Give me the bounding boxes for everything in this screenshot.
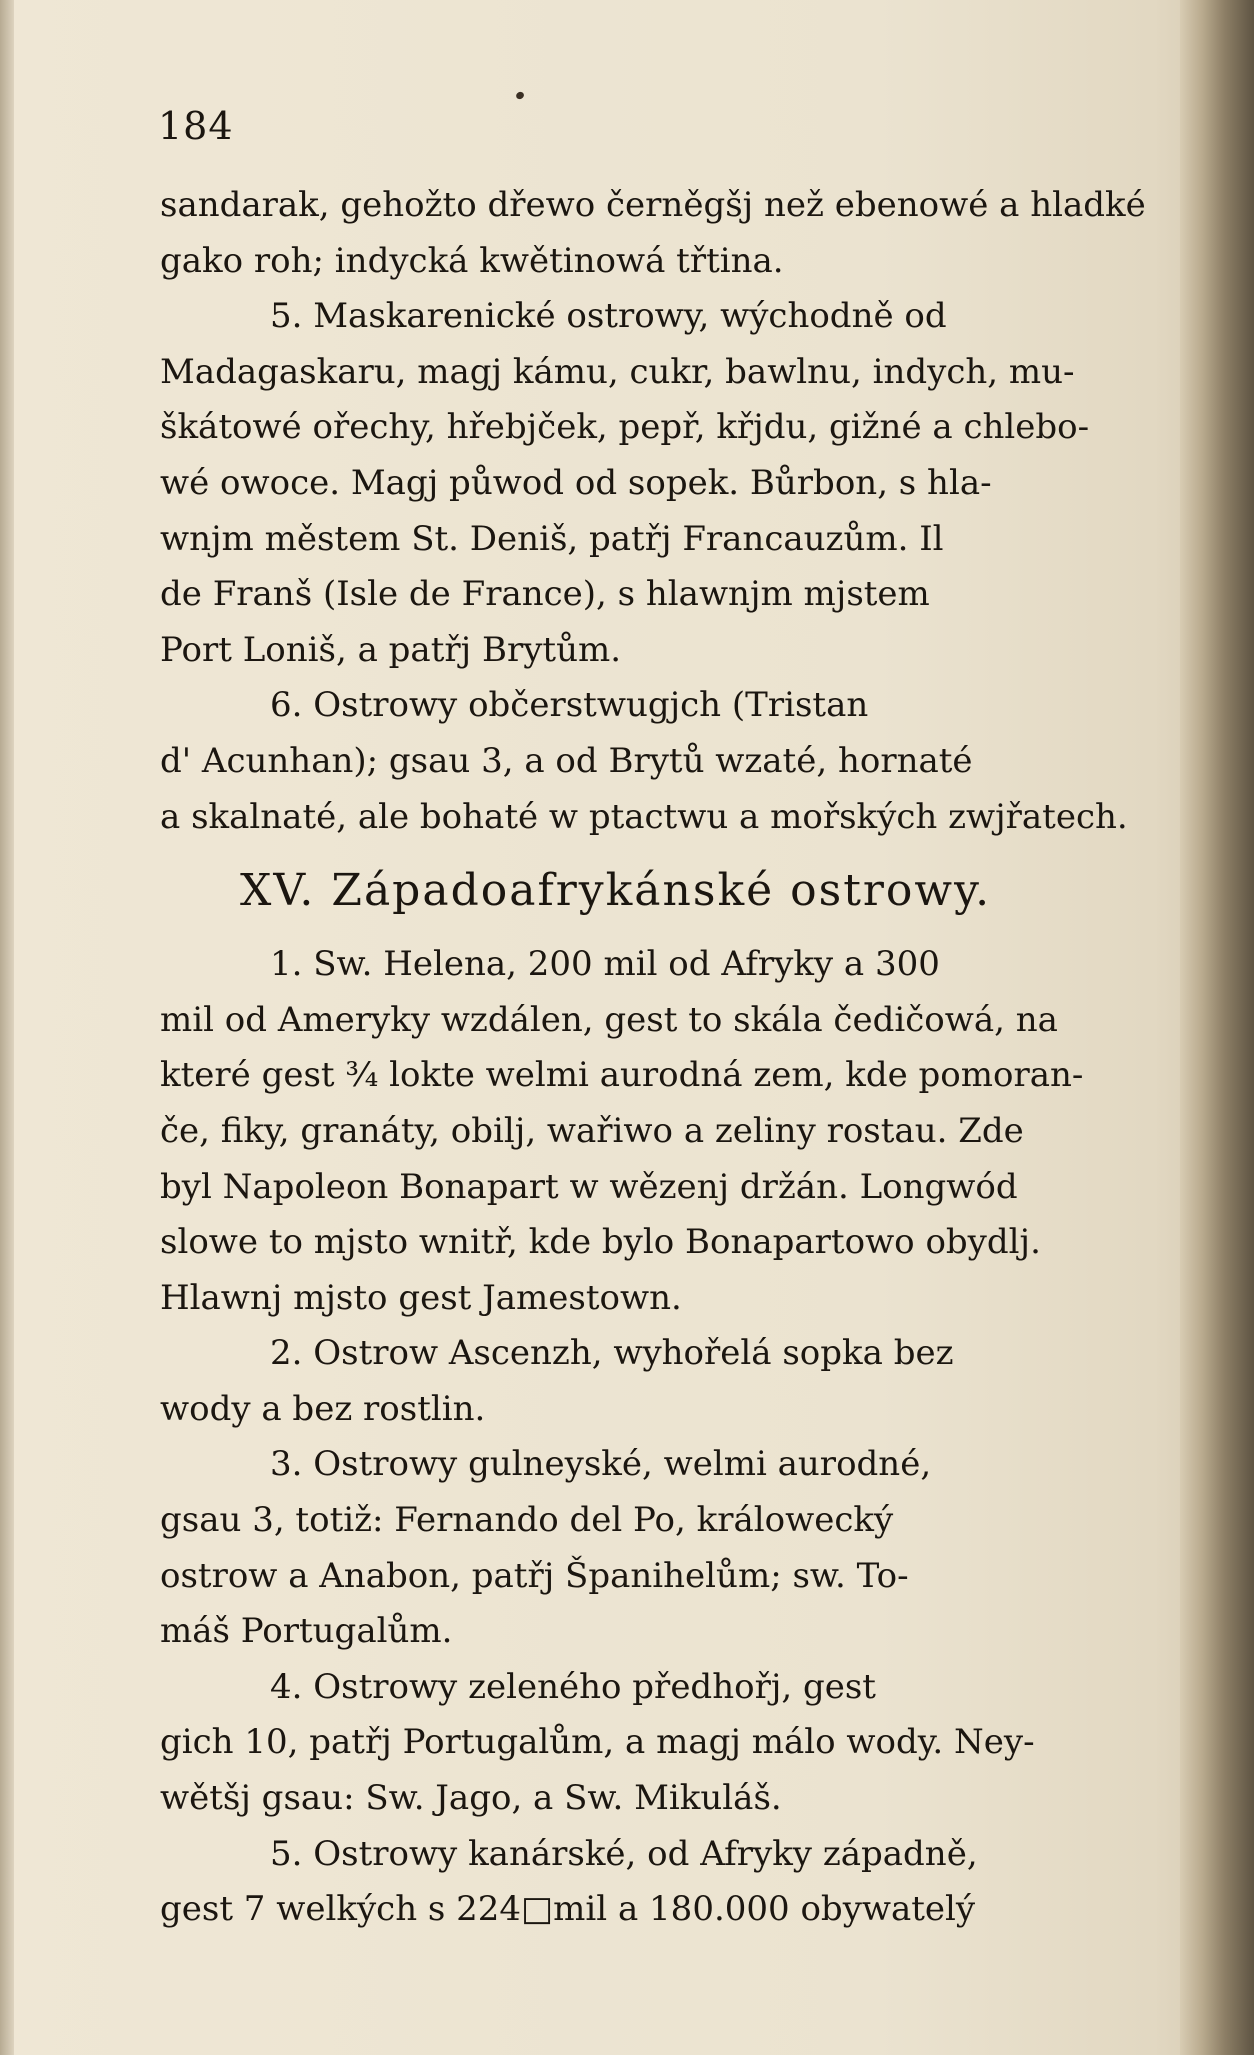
- page-number: 184: [158, 104, 234, 148]
- text-line: které gest ¾ lokte welmi aurodná zem, kde pomoran-: [160, 1055, 1084, 1096]
- text-line: mil od Ameryky wzdálen, gest to skála čedičowá, na: [160, 999, 1058, 1040]
- page-left-edge: [0, 0, 14, 2055]
- text-line: 2. Ostrow Ascenzh, wyhořelá sopka bez: [270, 1333, 954, 1374]
- text-line: če, fiky, granáty, obilj, wařiwo a zeliny rostau. Zde: [160, 1110, 1024, 1151]
- text-line: slowe to mjsto wnitř, kde bylo Bonapartowo obydlj.: [160, 1222, 1041, 1263]
- ink-mark: [515, 90, 525, 100]
- text-line: Madagaskaru, magj kámu, cukr, bawlnu, indych, mu-: [160, 351, 1075, 392]
- text-line: wody a bez rostlin.: [160, 1388, 486, 1429]
- section-heading: XV. Západoafrykánské ostrowy.: [240, 865, 992, 917]
- text-line: 5. Maskarenické ostrowy, wýchodně od: [270, 296, 947, 337]
- text-line: gich 10, patřj Portugalům, a magj málo wody. Ney-: [160, 1722, 1035, 1763]
- text-line: 4. Ostrowy zeleného předhořj, gest: [270, 1666, 876, 1707]
- text-line: ostrow a Anabon, patřj Španihelům; sw. To-: [160, 1555, 909, 1596]
- text-line: 1. Sw. Helena, 200 mil od Afryky a 300: [270, 944, 940, 985]
- text-line: gest 7 welkých s 224□mil a 180.000 obywatelý: [160, 1889, 976, 1930]
- text-line: 5. Ostrowy kanárské, od Afryky západně,: [270, 1833, 978, 1874]
- text-line: sandarak, gehožto dřewo černěgšj než ebenowé a hladké: [160, 185, 1146, 225]
- text-line: máš Portugalům.: [160, 1611, 453, 1652]
- text-line: byl Napoleon Bonapart w wězenj držán. Longwód: [160, 1166, 1018, 1207]
- text-line: wé owoce. Magj půwod od sopek. Bůrbon, s hla-: [160, 462, 992, 503]
- text-line: Hlawnj mjsto gest Jamestown.: [160, 1277, 682, 1318]
- text-block: [160, 178, 1146, 1938]
- text-line: de Franš (Isle de France), s hlawnjm mjstem: [160, 574, 930, 615]
- text-line: wětšj gsau: Sw. Jago, a Sw. Mikuláš.: [160, 1778, 782, 1819]
- text-line: d' Acunhan); gsau 3, a od Brytů wzaté, hornaté: [160, 740, 973, 781]
- text-line: a skalnaté, ale bohaté w ptactwu a mořských zwjřatech.: [160, 796, 1128, 837]
- text-line: 6. Ostrowy občerstwugjch (Tristan: [270, 685, 869, 726]
- text-line: Port Loniš, a patřj Brytům.: [160, 629, 622, 670]
- text-line: 3. Ostrowy gulneyské, welmi aurodné,: [270, 1444, 932, 1485]
- text-line: gako roh; indycká kwětinowá třtina.: [160, 240, 784, 281]
- text-line: škátowé ořechy, hřebjček, pepř, křjdu, gižné a chlebo-: [160, 407, 1090, 448]
- book-binding-edge: [1180, 0, 1254, 2055]
- text-line: gsau 3, totiž: Fernando del Po, králowecký: [160, 1500, 894, 1541]
- text-line: wnjm městem St. Deniš, patřj Francauzům. Il: [160, 518, 944, 559]
